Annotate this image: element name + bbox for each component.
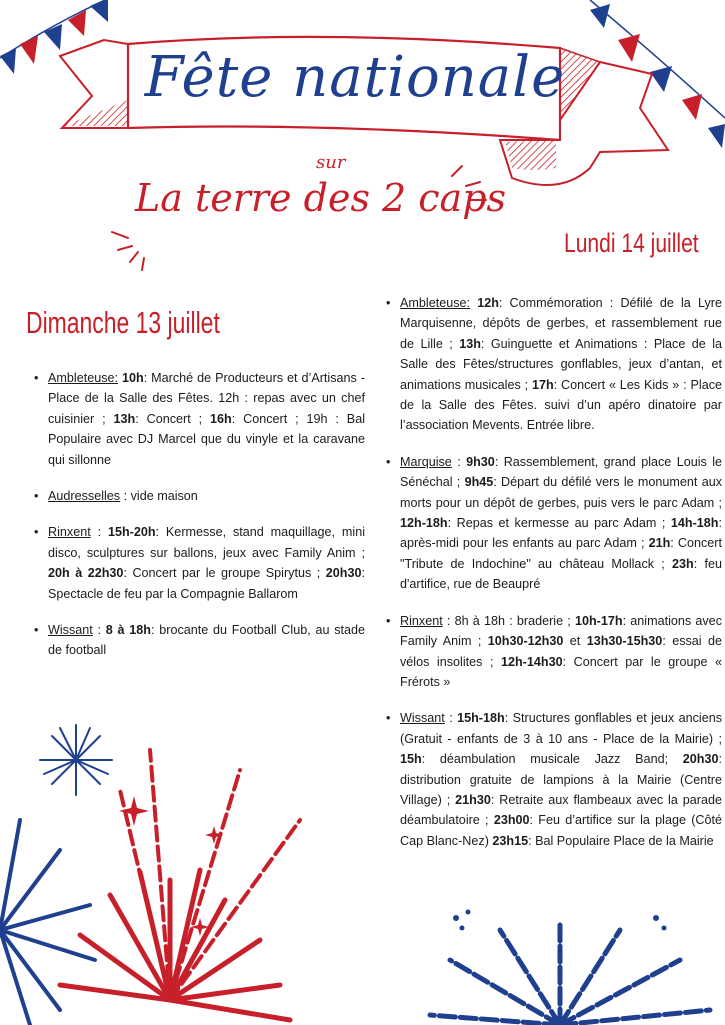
subtitle: La terre des 2 caps xyxy=(135,176,507,220)
event-text: : 8h à 18h : braderie ; xyxy=(442,613,575,628)
event-time: 13h xyxy=(459,336,481,351)
date-lundi: Lundi 14 juillet xyxy=(564,228,699,258)
event-text: : xyxy=(444,711,458,726)
event-time: 23h xyxy=(672,556,694,571)
event-place: Marquise xyxy=(400,454,452,469)
firework-blue-small xyxy=(40,725,112,795)
event-place: Wissant xyxy=(400,711,445,726)
event-text: : essai de vélos insolites ; xyxy=(400,634,723,669)
event-time: 23h15 xyxy=(492,833,529,848)
event-text: : Marché de Producteurs et d’Artisans - Place de la Salle des Fêtes. 12h : repas avec un chef cuisinier ; xyxy=(48,371,365,426)
event-text: : Guinguette et Animations : Place de la Salle des Fêtes/structures gonflables, jeux d’antan, et animations musicales ; xyxy=(400,336,722,392)
event-time: 12h xyxy=(477,296,499,310)
event-item xyxy=(48,620,365,661)
event-text: : Bal Populaire Place de la Mairie xyxy=(528,833,714,848)
event-item xyxy=(48,522,365,604)
event-time: 16h xyxy=(210,411,232,426)
event-text: : Repas et kermesse au parc Adam ; xyxy=(447,516,671,531)
firework-blue-left xyxy=(0,820,95,1025)
event-place: Wissant xyxy=(48,623,93,638)
event-text: : Concert "Tribute de Indochine" au château Mollack ; xyxy=(400,536,722,571)
event-time: 9h45 xyxy=(464,475,494,490)
event-text: : xyxy=(92,623,106,638)
event-time: 20h30 xyxy=(325,566,362,581)
event-item xyxy=(400,611,722,693)
event-time: 20h30 xyxy=(682,752,719,767)
event-text: : vide maison xyxy=(120,489,198,504)
event-time: 15h-18h xyxy=(457,711,505,726)
event-place: Ambleteuse: xyxy=(48,371,119,385)
event-time: 21h xyxy=(648,536,671,551)
event-text: : Retraite aux flambeaux avec la parade déambulatoire ; xyxy=(400,792,722,828)
event-time: 10h xyxy=(122,371,144,385)
event-time: 23h00 xyxy=(493,813,530,828)
event-time: 17h xyxy=(531,377,554,392)
event-time: 14h-18h xyxy=(670,516,719,531)
event-text: : déambulation musicale Jazz Band; xyxy=(421,752,683,767)
event-item xyxy=(48,368,365,470)
event-text: : Spectacle de feu par la Compagnie Ballarom xyxy=(48,566,365,601)
event-text: : feu d'artifice, rue de Beaupré xyxy=(400,556,722,592)
event-place: Ambleteuse: xyxy=(400,296,471,310)
event-text: : Structures gonflables et jeux anciens (Gratuit - enfants de 3 à 10 ans - Place de la Mairie) ; xyxy=(400,711,722,746)
event-text: : xyxy=(90,525,108,540)
event-time: 9h30 xyxy=(466,454,495,469)
event-text: : Concert par le groupe Spirytus ; xyxy=(123,566,326,581)
event-text: : Concert ; xyxy=(135,411,210,426)
event-time: 13h30-15h30 xyxy=(586,634,663,649)
firework-red xyxy=(60,870,290,1020)
event-text: : Concert par le groupe « Frérots » xyxy=(400,654,722,689)
date-dimanche: Dimanche 13 juillet xyxy=(26,305,220,340)
event-text: : distribution gratuite de lampions à la Mairie (Centre Village) ; xyxy=(400,752,722,807)
event-place: Rinxent xyxy=(48,525,91,540)
event-time: 21h30 xyxy=(455,792,491,807)
events-list-dimanche xyxy=(26,368,365,677)
event-place: Audresselles xyxy=(48,489,121,504)
events-list-lundi xyxy=(378,293,722,867)
event-text: : Feu d’artifice sur la plage (Côté Cap Blanc-Nez) xyxy=(400,813,723,848)
event-text: : Concert ; 19h : Bal Populaire avec DJ Marcel que du vinyle et la caravane qui sillonne xyxy=(48,411,365,467)
page-title: Fête nationale xyxy=(144,45,566,110)
event-time: 12h-14h30 xyxy=(500,654,563,669)
event-time: 8 à 18h xyxy=(105,623,151,638)
event-text: et xyxy=(563,634,587,649)
event-text: : brocante du Football Club, au stade de football xyxy=(48,623,366,658)
event-time: 13h xyxy=(113,411,136,426)
event-text: : Concert « Les Kids » : Place de la Salle des Fêtes. suivi d’un apéro dinatoire par l’association Mevents. Entrée libre. xyxy=(400,377,723,433)
sur-label: sur xyxy=(316,152,346,173)
event-text: : Kermesse, stand maquillage, mini disco, sculptures sur ballons, jeux avec Family Anim ; xyxy=(48,525,365,560)
event-item xyxy=(400,293,722,436)
event-place: Rinxent xyxy=(400,613,443,628)
event-time: 20h à 22h30 xyxy=(48,566,124,581)
firework-blue-right xyxy=(430,920,710,1025)
event-text: : xyxy=(451,454,467,469)
event-text: : Départ du défilé vers le monument aux morts pour un dépôt de gerbes, puis vers le parc Adam ; xyxy=(400,475,722,510)
event-time: 15h xyxy=(400,752,422,767)
event-text: : Rassemblement, grand place Louis le Sénéchal ; xyxy=(400,454,722,490)
event-time: 12h-18h xyxy=(400,516,448,531)
event-text: : animations avec Family Anim ; xyxy=(400,613,722,649)
event-text: : Commémoration : Défilé de la Lyre Marquisenne, dépôts de gerbes, et rassemblement rue de Lille ; xyxy=(400,296,722,351)
event-item xyxy=(400,708,722,851)
event-time: 15h-20h xyxy=(107,525,156,540)
event-text: : après-midi pour les enfants au parc Adam ; xyxy=(400,516,722,551)
event-time: 10h30-12h30 xyxy=(487,634,564,649)
event-item xyxy=(400,452,722,595)
event-item xyxy=(48,486,365,506)
event-time: 10h-17h xyxy=(574,613,623,628)
